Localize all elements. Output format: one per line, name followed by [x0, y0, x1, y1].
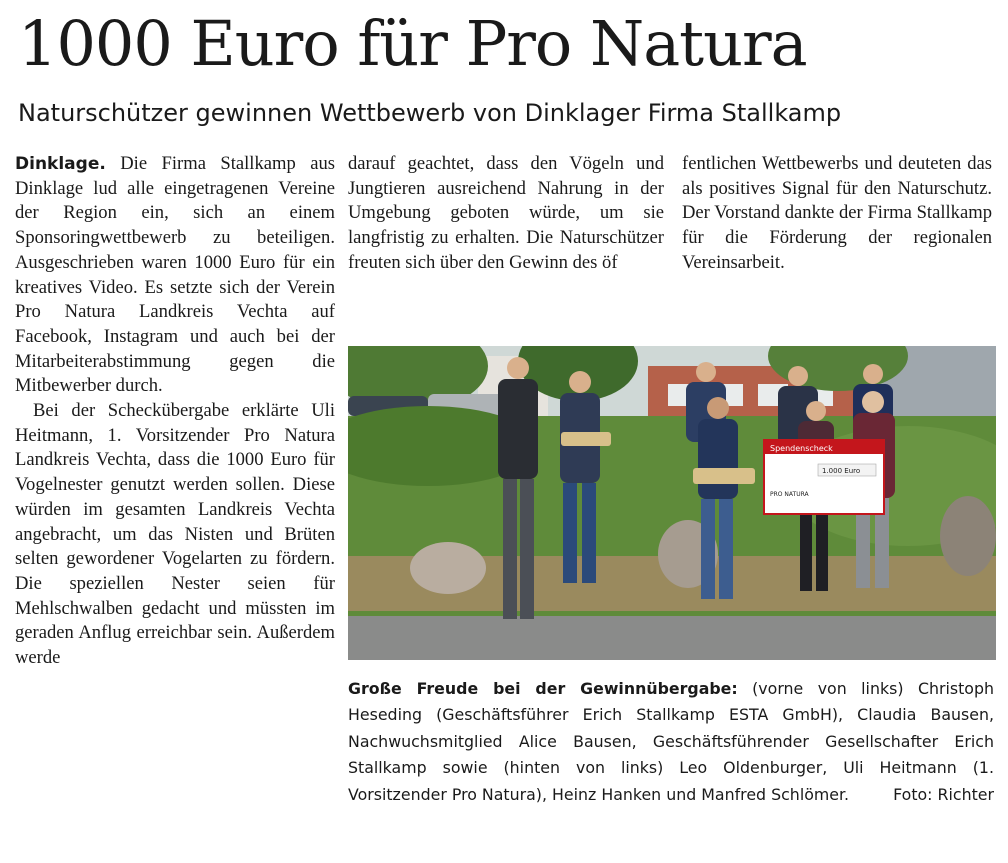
paragraph: fentlichen Wettbewerbs und deuteten das als positives Signal für den Naturschutz. Der Vorstand dankte der Firma Stallkamp für die Förderung der regionalen Vereinsarbeit. — [682, 153, 992, 273]
paragraph: darauf geachtet, dass den Vögeln und Jungtieren ausreichend Nahrung in der Umgebung geboten würde, um sie langfristig zu erhalten. Die Naturschützer freuten sich über den Gewinn des öf — [348, 153, 664, 273]
caption-text: (vorne von links) Christoph Heseding (Geschäftsführer Erich Stallkamp ESTA GmbH), Claudia Bausen, Nachwuchsmitglied Alice Bausen, Geschäftsführender Gesellschafter Erich Stallkamp sowie (hinten von links) Leo Oldenburger, Uli Heitmann (1. Vorsitzender Pro Natura), Heinz Hanken und Manfred Schlömer. — [348, 679, 994, 804]
paragraph-text: Die Firma Stallkamp aus Dinklage lud alle eingetragenen Vereine der Region ein, sich an einem Sponsoringwettbewerb zu beteiligen. Ausgeschrieben waren 1000 Euro für ein kreatives Video. Es setzte sich der Verein Pro Natura Landkreis Vechta auf Facebook, Instagram und auch bei der Mitarbeiterabstimmung gegen die Mitbewerber durch. — [15, 153, 335, 397]
photo-credit: Foto: Richter — [893, 784, 994, 804]
headline: 1000 Euro für Pro Natura — [18, 7, 807, 80]
check-amount: 1.000 Euro — [822, 467, 861, 475]
subheadline: Naturschützer gewinnen Wettbewerb von Dinklager Firma Stallkamp — [18, 99, 842, 127]
donation-check — [764, 440, 884, 514]
dateline: Dinklage. — [15, 154, 106, 174]
caption-lead: Große Freude bei der Gewinnübergabe: — [348, 679, 738, 698]
check-header: Spendenscheck — [770, 444, 833, 453]
paragraph: Bei der Scheckübergabe erklärte Uli Heitmann, 1. Vorsitzender Pro Natura Landkreis Vechta, dass die 1000 Euro für Vogelnester genutzt werden sollen. Diese würden im gesamten Landkreis Vechta angebracht, um das Nisten und Brüten selten gewordener Vogelarten zu fördern. Die speziellen Nester seien für Mehlschwalben gedacht und müssten im geraden Anflug erreichbar sein. Außerdem werde — [15, 400, 335, 669]
paragraph — [15, 152, 335, 399]
article-column-1 — [15, 152, 335, 671]
article-column-2 — [348, 152, 664, 276]
article-column-3 — [682, 152, 992, 276]
news-photo — [348, 346, 996, 660]
photo-caption — [348, 676, 994, 808]
check-recipient: PRO NATURA — [770, 491, 809, 498]
